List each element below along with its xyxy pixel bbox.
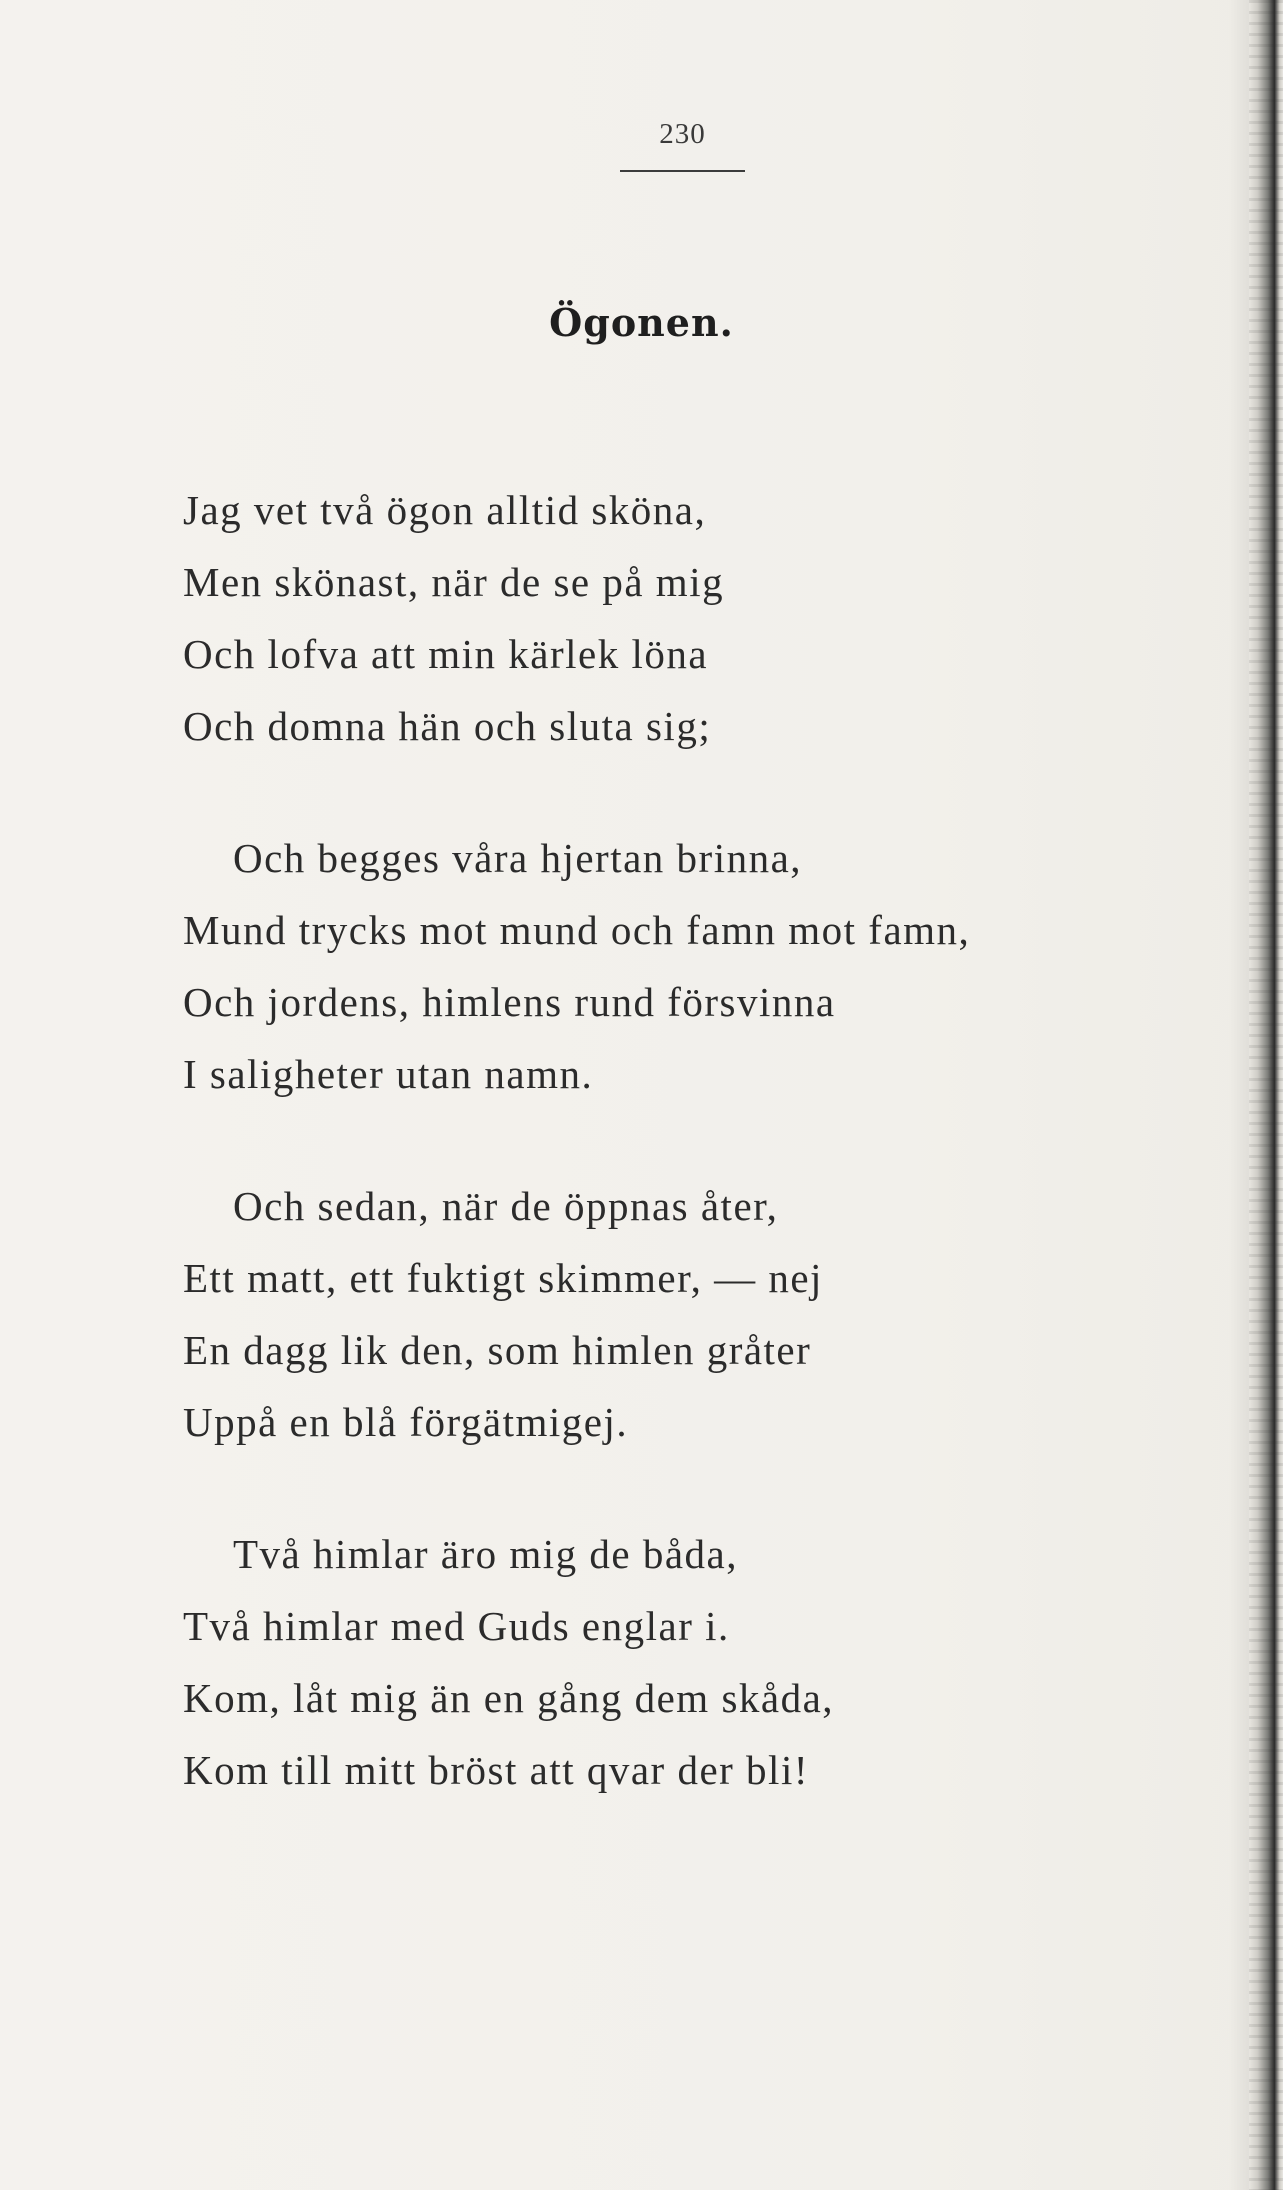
stanza-3 [183,1183,1183,1474]
poem-line: Och lofva att min kärlek löna [183,631,709,677]
poem-line: En dagg lik den, som himlen gråter [183,1327,812,1373]
poem-line: Kom, låt mig än en gång dem skåda, [183,1675,835,1721]
poem-line: Mund trycks mot mund och famn mot famn, [183,907,971,953]
poem-line: Två himlar äro mig de båda, [233,1531,738,1577]
poem-line: Och begges våra hjertan brinna, [233,835,803,881]
poem-line: I saligheter utan namn. [183,1051,594,1097]
page-number-rule [620,170,745,172]
poem-line: Kom till mitt bröst att qvar der bli! [183,1747,809,1793]
poem-line: Och jordens, himlens rund försvinna [183,979,836,1025]
stanza-2 [183,835,1183,1126]
poem-line: Och domna hän och sluta sig; [183,703,712,749]
poem-line: Men skönast, när de se på mig [183,559,725,605]
poem-line: Jag vet två ögon alltid sköna, [183,487,707,533]
poem-line: Ett matt, ett fuktigt skimmer, — nej [183,1255,823,1301]
poem-body [183,487,1183,1882]
stanza-4 [183,1531,1183,1822]
poem-title: Ögonen. [549,300,734,345]
poem-line: Uppå en blå förgätmigej. [183,1399,629,1445]
poem-line: Två himlar med Guds englar i. [183,1603,730,1649]
stanza-1 [183,487,1183,778]
page-number: 230 [659,118,706,150]
poem-line: Och sedan, när de öppnas åter, [233,1183,779,1229]
